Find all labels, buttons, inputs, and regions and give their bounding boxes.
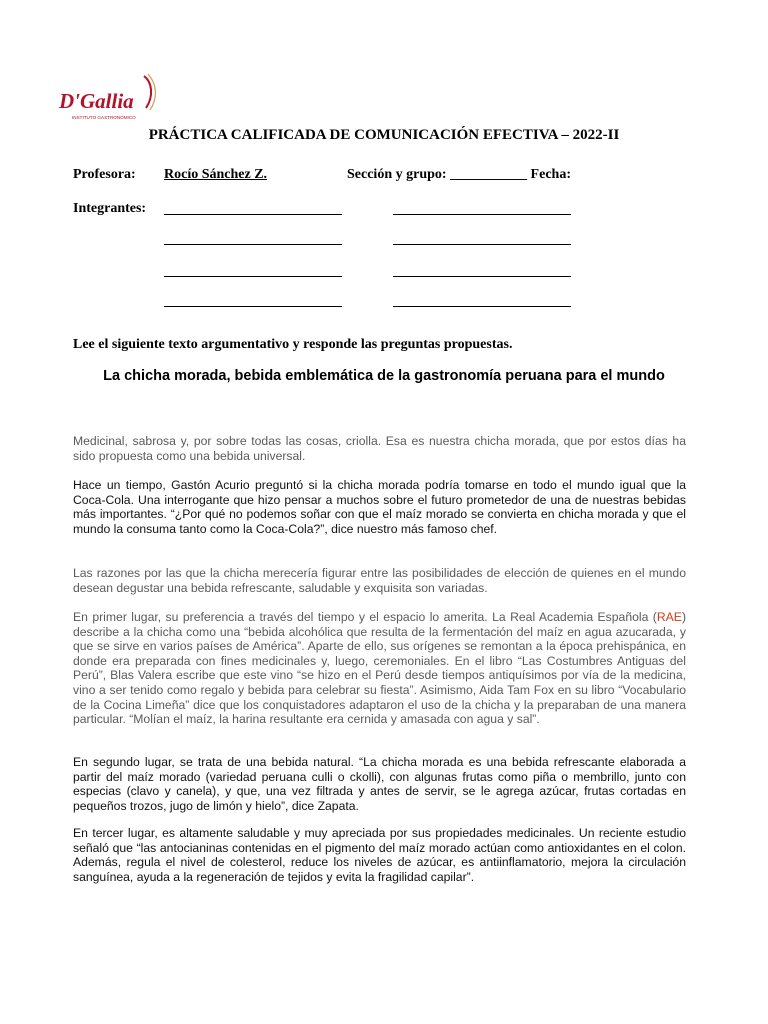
article-title: La chicha morada, bebida emblemática de la gastronomía peruana para el mundo (103, 368, 665, 384)
logo-subtitle-text: INSTITUTO GASTRONÓMICO (72, 115, 136, 120)
logo-swoosh (144, 76, 151, 108)
teacher-label: Profesora: (73, 167, 136, 182)
instruction-text: Lee el siguiente texto argumentativo y responde las preguntas propuestas. (73, 337, 513, 352)
page-title: PRÁCTICA CALIFICADA DE COMUNICACIÓN EFECTIVA – 2022-II (148, 127, 620, 143)
article-paragraph-2: Hace un tiempo, Gastón Acurio preguntó si la chicha morada podría tomarse en todo el mundo igual que la Coca-Cola. Una interrogante que hizo pensar a muchos sobre el futuro prometedor de una de nuestras bebidas más importantes. “¿Por qué no podemos soñar con que el maíz morado se convierta en chicha morada y que el mundo la consuma tanto como la Coca-Cola?”, dice nuestro más famoso chef. (73, 478, 686, 536)
paragraph-4-text-start: En primer lugar, su preferencia a través del tiempo y el espacio lo amerita. La Real Academia Española ( (73, 610, 657, 624)
member-line-8[interactable] (393, 306, 571, 307)
paragraph-4-text-end: ) describe a la chicha como una “bebida alcohólica que resulta de la fermentación del maíz en agua azucarada, y que se sirve en varios países de América”. Aparte de ello, sus orígenes se remontan a la época prehispánica, en donde era preparada con fines medicinales y, luego, ceremoniales. En el libro “Las Costumbres Antiguas del Perú”, Blas Valera escribe que este vino “se hizo en el Perú desde tiempos antiquísimos por vía de la medicina, vino a ser tenido como regalo y bebida para celebrar su fiesta”. Asimismo, Aida Tam Fox en su libro “Vocabulario de la Cocina Limeña” dice que los conquistadores adaptaron el uso de la chicha y la preparaban de una manera particular. “Molían el maíz, la harina resultante era cernida y amasada con agua y sal”. (73, 610, 686, 727)
logo-brand-text: D'Gallia (59, 89, 134, 113)
section-date-label: Sección y grupo: ___________ Fecha: (347, 167, 571, 182)
institute-logo (56, 68, 166, 130)
member-line-1[interactable] (164, 214, 342, 215)
member-line-5[interactable] (164, 276, 342, 277)
rae-link[interactable]: RAE (656, 610, 682, 624)
article-paragraph-1: Medicinal, sabrosa y, por sobre todas las cosas, criolla. Esa es nuestra chicha morada, que por estos días ha sido propuesta como una bebida universal. (73, 434, 686, 463)
article-paragraph-5: En segundo lugar, se trata de una bebida natural. “La chicha morada es una bebida refrescante elaborada a partir del maíz morado (variedad peruana culli o ckolli), con algunas frutas como piña o membrillo, junto con especias (clavo y canela), y que, una vez filtrada y antes de servir, se le agrega azúcar, frutas cortadas en pequeños trozos, jugo de limón y hielo”, dice Zapata. (73, 755, 686, 813)
member-line-2[interactable] (393, 214, 571, 215)
member-line-4[interactable] (393, 244, 571, 245)
member-line-3[interactable] (164, 244, 342, 245)
member-line-6[interactable] (393, 276, 571, 277)
article-paragraph-4 (73, 610, 686, 727)
members-label: Integrantes: (73, 201, 147, 216)
teacher-name: Rocío Sánchez Z. (164, 167, 268, 182)
article-paragraph-3: Las razones por las que la chicha merecería figurar entre las posibilidades de elección de quienes en el mundo desean degustar una bebida refrescante, saludable y exquisita son variadas. (73, 566, 686, 595)
member-line-7[interactable] (164, 306, 342, 307)
article-paragraph-6: En tercer lugar, es altamente saludable y muy apreciada por sus propiedades medicinales. Un reciente estudio señaló que “las antocianinas contenidas en el pigmento del maíz morado actúan como antioxidantes en el colon. Además, regula el nivel de colesterol, reduce los niveles de azúcar, es antiinflamatorio, mejora la circulación sanguínea, ayuda a la regeneración de tejidos y evita la fragilidad capilar”. (73, 826, 686, 884)
